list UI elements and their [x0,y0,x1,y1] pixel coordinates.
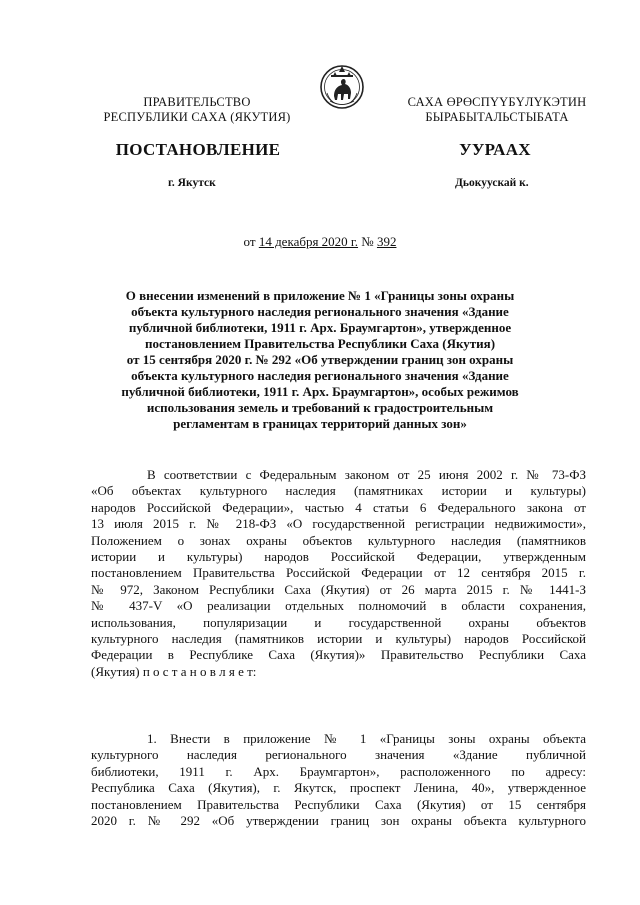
date-prefix: от [243,234,259,249]
title-line: регламентам в границах территорий данных зон» [173,416,467,431]
city-ru: г. Якутск [168,177,216,189]
number-sign: № [358,234,377,249]
government-name-sakha [382,95,612,125]
government-name-sakha-line: БЫРАБЫТАЛЬСТЫБАТА [425,110,569,124]
item-1-paragraph [91,731,586,829]
coat-of-arms-emblem [319,60,365,112]
document-kind-ru: ПОСТАНОВЛЕНИЕ [115,140,281,159]
paragraph-line: 2020 г. № 292 «Об утверждении границ зон охраны объекта культурного [91,813,586,829]
government-name-ru [92,95,302,125]
paragraph-line: № 437-V «О реализации отдельных полномочий в области сохранения, [91,598,586,614]
document-kind-sakha: УУРААХ [459,140,531,159]
paragraph-line: (Якутия) п о с т а н о в л я е т: [91,663,257,679]
title-line: объекта культурного наследия регионального значения «Здание [131,368,509,383]
city-sakha: Дьокуускай к. [455,177,529,189]
paragraph-line: Положением о зонах охраны объектов культурного наследия (памятников [91,532,586,548]
paragraph-line: «Об объектах культурного наследия (памятниках истории и культуры) [91,483,586,499]
paragraph-line: народов Российской Федерации», частью 4 статьи 6 Федерального закона от [91,499,586,515]
paragraph-line: культурного наследия (памятников истории и культуры) народов Российской [91,631,586,647]
government-name-ru-line: ПРАВИТЕЛЬСТВО [143,95,251,109]
paragraph-line: культурного наследия регионального значения «Здание публичной [91,747,586,763]
document-date: 14 декабря 2020 г. [258,234,359,249]
paragraph-line: Федерации в Республике Саха (Якутия)» Правительство Республики Саха [91,647,586,663]
paragraph-line: В соответствии с Федеральным законом от 25 июня 2002 г. № 73-ФЗ [147,467,586,482]
title-line: О внесении изменений в приложение № 1 «Границы зоны охраны [125,288,515,303]
title-line: использования земель и требований к градостроительным [146,400,494,415]
government-name-sakha-line: САХА ӨРӨСПҮҮБҮЛҮКЭТИН [407,95,587,109]
title-line: от 15 сентября 2020 г. № 292 «Об утверждении границ зон охраны [126,352,514,367]
document-number: 392 [376,234,397,249]
title-line: объекта культурного наследия регионального значения «Здание [131,304,509,319]
paragraph-line: Республика Саха (Якутия), г. Якутск, проспект Ленина, 40», утвержденное [91,780,586,796]
paragraph-line: истории и культуры) народов Российской Федерации, утвержденным [91,549,586,565]
paragraph-line: использования, популяризации и государственной охраны объектов [91,614,586,630]
government-name-ru-line: РЕСПУБЛИКИ САХА (ЯКУТИЯ) [103,110,291,124]
document-date-line [0,234,640,250]
paragraph-line: постановлением Правительства Республики Саха (Якутия) от 15 сентября [91,796,586,812]
paragraph-line: постановлением Правительства Российской Федерации от 12 сентября 2015 г. [91,565,586,581]
preamble-paragraph [91,467,586,680]
paragraph-line: 1. Внести в приложение № 1 «Границы зоны охраны объекта [147,731,586,746]
paragraph-line: № 972, Законом Республики Саха (Якутия) от 26 марта 2015 г. № 1441-З [91,581,586,597]
paragraph-line: 13 июля 2015 г. № 218-ФЗ «О государственной регистрации недвижимости», [91,516,586,532]
title-line: публичной библиотеки, 1911 г. Арх. Браумгартон», особых режимов [121,384,519,399]
title-line: публичной библиотеки, 1911 г. Арх. Браумгартон», утвержденное [128,320,512,335]
document-title [80,288,560,432]
title-line: постановлением Правительства Республики Саха (Якутия) [144,336,496,351]
paragraph-line: библиотеки, 1911 г. Арх. Браумгартон», расположенного по адресу: [91,763,586,779]
